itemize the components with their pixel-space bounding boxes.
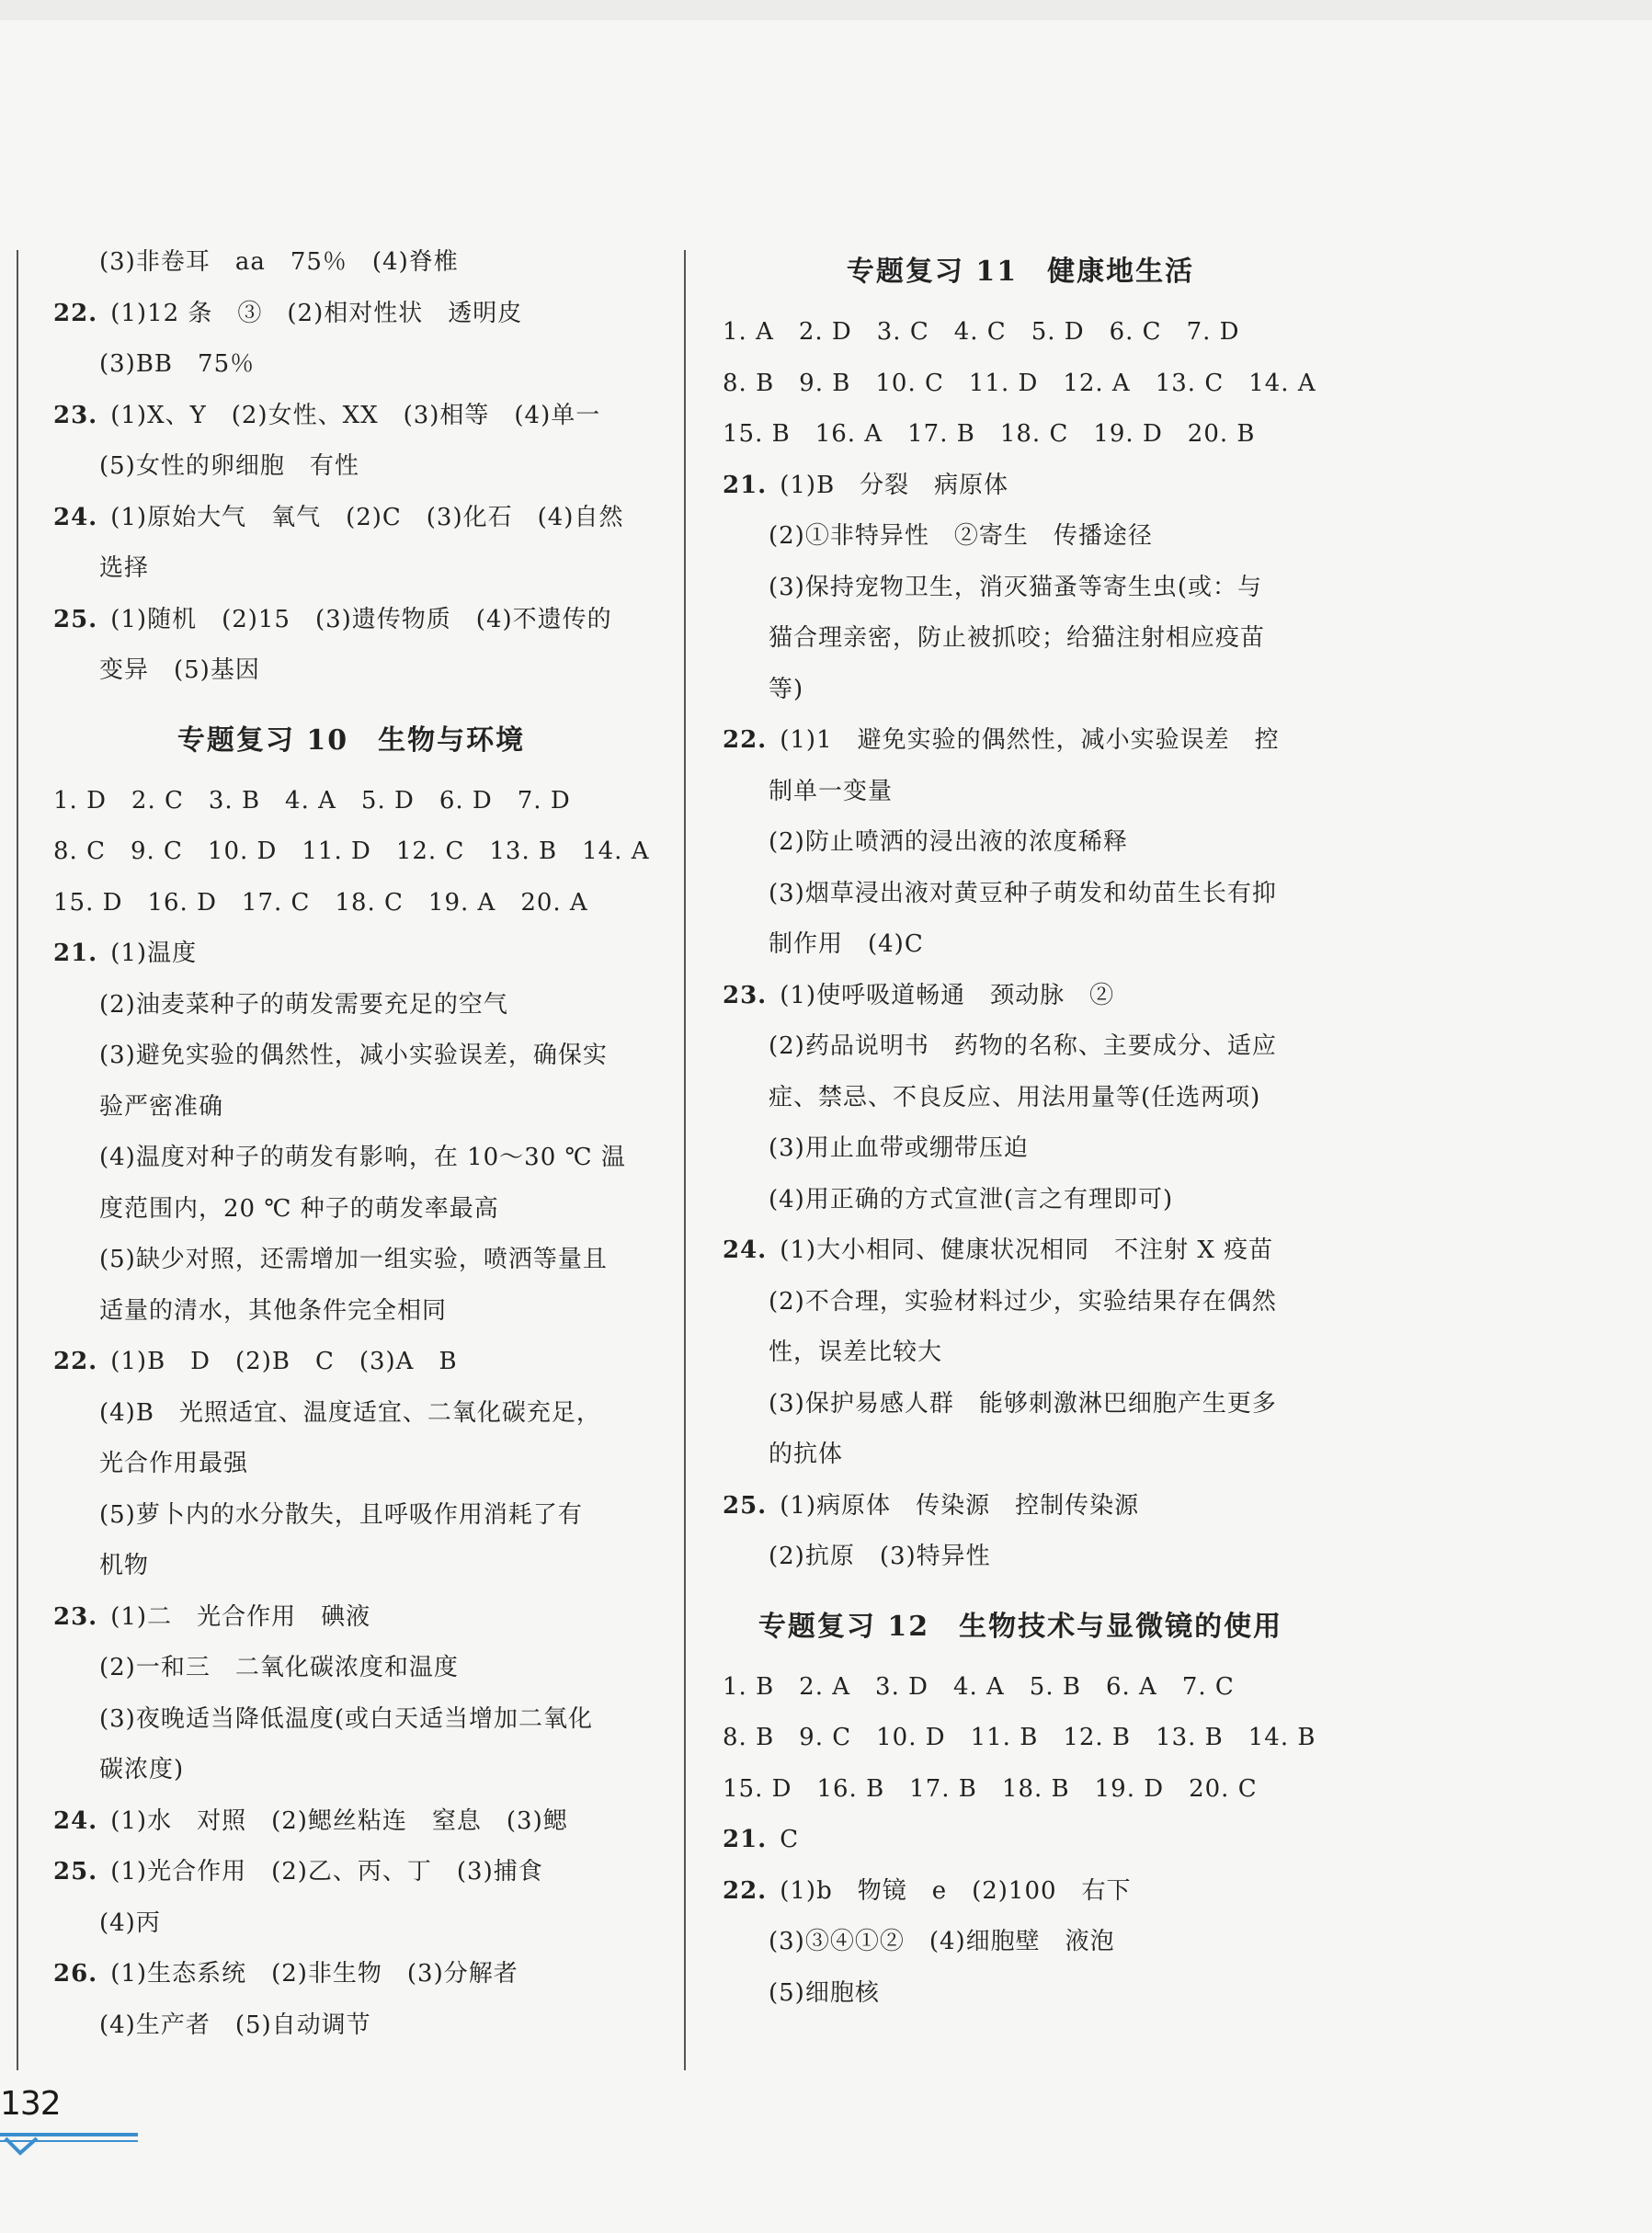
answer-continuation: 选择: [99, 554, 150, 582]
question-number: 25.: [53, 1858, 98, 1886]
question-number: 22.: [723, 726, 768, 754]
answer-line: [717, 1815, 1324, 1866]
answer-text: (1)大小相同、健康状况相同 不注射 X 疫苗: [780, 1236, 1274, 1264]
question-number: 24.: [723, 1236, 768, 1264]
left-column: [48, 237, 655, 2051]
answer-text: (1)水 对照 (2)鳃丝粘连 窒息 (3)鳃: [110, 1806, 568, 1835]
question-number: 21.: [723, 471, 768, 499]
question-number: 22.: [53, 299, 98, 327]
section-title: 专题复习 11 健康地生活: [846, 256, 1195, 288]
question-number: 23.: [723, 981, 768, 1009]
answer-continuation: 变异 (5)基因: [99, 656, 260, 684]
question-number: 24.: [53, 1806, 98, 1835]
answer-continuation: (2)防止喷洒的浸出液的浓度稀释: [769, 828, 1128, 856]
answer-continuation: (5)缺少对照，还需增加一组实验，喷洒等量且: [99, 1246, 608, 1273]
answer-continuation: (4)温度对种子的萌发有影响，在 10～30 ℃ 温: [99, 1144, 626, 1171]
answer-continuation: 等): [769, 675, 804, 703]
question-number: 25.: [53, 605, 98, 633]
choice-answers-row: 8. B 9. B 10. C 11. D 12. A 13. C 14. A: [723, 369, 1316, 397]
answer-continuation: 碳浓度): [99, 1756, 185, 1783]
answer-continuation: 机物: [99, 1552, 150, 1579]
answer-continuation: (5)萝卜内的水分散失，且呼吸作用消耗了有: [99, 1500, 583, 1529]
answer-line: [717, 971, 1324, 1022]
answer-continuation: 适量的清水，其他条件完全相同: [99, 1296, 448, 1325]
answer-line: [717, 1481, 1324, 1532]
answer-text: (1)12 条 ③ (2)相对性状 透明皮: [110, 299, 523, 327]
answer-line: [48, 1949, 655, 2000]
answer-continuation: (5)细胞核: [769, 1978, 880, 2007]
answer-continuation: 验严密准确: [99, 1092, 224, 1121]
choice-answers-row: 15. D 16. D 17. C 18. C 19. A 20. A: [53, 888, 588, 917]
answer-line: [48, 1337, 655, 1388]
answer-line: [48, 493, 655, 544]
answer-line: [48, 1796, 655, 1848]
answer-continuation: (2)抗原 (3)特异性: [769, 1543, 991, 1570]
answer-text: (1)B 分裂 病原体: [780, 471, 1009, 499]
answer-line: [717, 1866, 1324, 1918]
right-column: [717, 237, 1324, 2019]
answer-text: (1)二 光合作用 碘液: [110, 1602, 371, 1631]
choice-answers-row: 1. A 2. D 3. C 4. C 5. D 6. C 7. D: [723, 318, 1240, 346]
answer-line: [48, 1847, 655, 1898]
answer-continuation: (3)BB 75％: [99, 350, 256, 378]
answer-continuation: 制作用 (4)C: [769, 930, 924, 958]
answer-continuation: (4)B 光照适宜、温度适宜、二氧化碳充足，: [99, 1398, 601, 1427]
choice-answers-row: 1. D 2. C 3. B 4. A 5. D 6. D 7. D: [53, 786, 571, 815]
choice-answers-row: 15. B 16. A 17. B 18. C 19. D 20. B: [723, 420, 1256, 448]
answer-text: (1)原始大气 氧气 (2)C (3)化石 (4)自然: [110, 503, 624, 531]
answer-text: (1)病原体 传染源 控制传染源: [780, 1491, 1140, 1520]
answer-continuation: (4)丙: [99, 1908, 161, 1937]
answer-text: (1)温度: [110, 940, 198, 967]
answer-continuation: 猫合理亲密，防止被抓咬；给猫注射相应疫苗: [769, 624, 1266, 652]
column-divider: [684, 250, 686, 2070]
answer-text: (1)随机 (2)15 (3)遗传物质 (4)不遗传的: [110, 605, 612, 633]
question-number: 23.: [53, 401, 98, 429]
answer-line: [717, 461, 1324, 512]
answer-continuation: 光合作用最强: [99, 1450, 249, 1477]
answer-line: [717, 715, 1324, 767]
answer-text: (1)1 避免实验的偶然性，减小实验误差 控: [780, 726, 1280, 754]
answer-line: [48, 1592, 655, 1644]
answer-continuation: (2)药品说明书 药物的名称、主要成分、适应: [769, 1032, 1277, 1060]
answer-continuation: (4)用正确的方式宣泄(言之有理即可): [769, 1185, 1174, 1213]
answer-continuation: 性，误差比较大: [769, 1339, 943, 1366]
answer-continuation: (2)不合理，实验材料过少，实验结果存在偶然: [769, 1287, 1277, 1316]
answer-line: [48, 391, 655, 442]
choice-answers-row: 15. D 16. B 17. B 18. B 19. D 20. C: [723, 1774, 1258, 1803]
page-number: 132: [0, 2085, 61, 2123]
answer-line: [48, 929, 655, 980]
choice-answers-row: 8. C 9. C 10. D 11. D 12. C 13. B 14. A: [53, 837, 650, 865]
answer-text: (1)b 物镜 e (2)100 右下: [780, 1876, 1132, 1905]
answer-line: [48, 289, 655, 340]
answer-continuation: (5)女性的卵细胞 有性: [99, 452, 359, 480]
answer-continuation: (3)夜晚适当降低温度(或白天适当增加二氧化: [99, 1704, 593, 1733]
answer-continuation: (3)避免实验的偶然性，减小实验误差，确保实: [99, 1042, 608, 1069]
answer-continuation: (3)非卷耳 aa 75％ (4)脊椎: [99, 248, 459, 276]
section-title: 专题复习 12 生物技术与显微镜的使用: [758, 1610, 1283, 1643]
answer-continuation: (3)保护易感人群 能够刺激淋巴细胞产生更多: [769, 1389, 1277, 1418]
answer-line: [717, 1225, 1324, 1277]
answer-continuation: 度范围内，20 ℃ 种子的萌发率最高: [99, 1194, 499, 1223]
choice-answers-row: 8. B 9. C 10. D 11. B 12. B 13. B 14. B: [723, 1724, 1316, 1751]
answer-text: (1)使呼吸道畅通 颈动脉 ②: [780, 981, 1115, 1009]
answer-text: (1)光合作用 (2)乙、丙、丁 (3)捕食: [110, 1858, 543, 1886]
answer-continuation: (3)③④①② (4)细胞壁 液泡: [769, 1928, 1115, 1955]
answer-continuation: (2)油麦菜种子的萌发需要充足的空气: [99, 990, 508, 1019]
answer-continuation: 的抗体: [769, 1441, 844, 1468]
section-title: 专题复习 10 生物与环境: [177, 723, 526, 757]
answer-continuation: (3)烟草浸出液对黄豆种子萌发和幼苗生长有抑: [769, 879, 1277, 907]
answer-continuation: (2)①非特异性 ②寄生 传播途径: [769, 522, 1153, 550]
question-number: 24.: [53, 503, 98, 531]
answer-continuation: (3)保持宠物卫生，消灭猫蚤等寄生虫(或：与: [769, 573, 1262, 601]
answer-continuation: 症、禁忌、不良反应、用法用量等(任选两项): [769, 1083, 1261, 1111]
answer-text: (1)生态系统 (2)非生物 (3)分解者: [110, 1960, 518, 1988]
question-number: 21.: [723, 1826, 768, 1853]
question-number: 23.: [53, 1602, 98, 1631]
question-number: 21.: [53, 940, 98, 967]
answer-line: [48, 595, 655, 646]
question-number: 25.: [723, 1491, 768, 1520]
answer-continuation: (3)用止血带或绷带压迫: [769, 1134, 1029, 1162]
left-margin-rule: [17, 250, 18, 2070]
question-number: 22.: [723, 1876, 768, 1905]
page-number-swoosh-icon: [0, 2131, 147, 2168]
page-top-edge: [0, 0, 1652, 20]
answer-text: C: [780, 1826, 800, 1853]
answer-continuation: (2)一和三 二氧化碳浓度和温度: [99, 1654, 459, 1681]
question-number: 26.: [53, 1960, 98, 1988]
question-number: 22.: [53, 1348, 98, 1375]
answer-continuation: (4)生产者 (5)自动调节: [99, 2011, 371, 2039]
choice-answers-row: 1. B 2. A 3. D 4. A 5. B 6. A 7. C: [723, 1672, 1235, 1701]
answer-text: (1)X、Y (2)女性、XX (3)相等 (4)单一: [110, 401, 601, 429]
answer-text: (1)B D (2)B C (3)A B: [110, 1348, 458, 1375]
answer-continuation: 制单一变量: [769, 777, 894, 805]
